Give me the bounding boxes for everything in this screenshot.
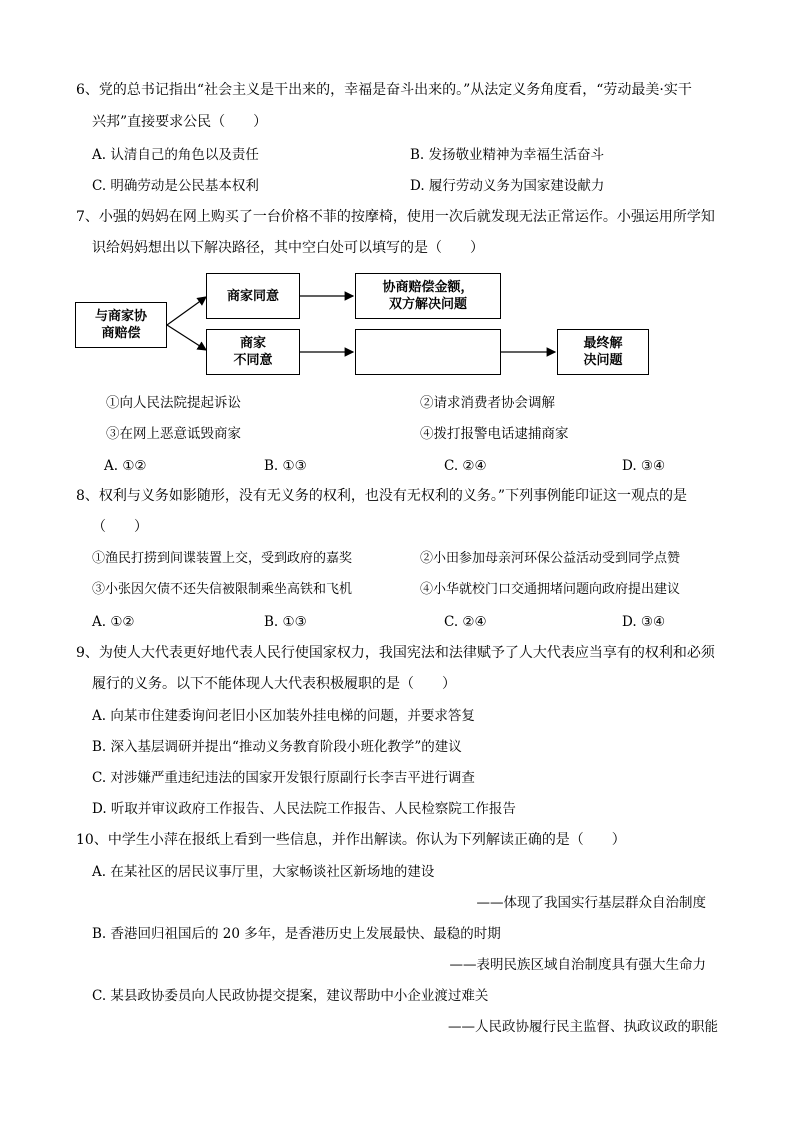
q7-option-b: B. ①③ — [264, 458, 307, 474]
q8-choice-1: ①渔民打捞到间谍装置上交，受到政府的嘉奖 — [92, 551, 353, 566]
flow-final-box: 最终解 决问题 — [557, 329, 649, 375]
q9-option-c: C. 对涉嫌严重违纪违法的国家开发银行原副行长李吉平进行调查 — [92, 770, 475, 786]
flow-disagree-box: 商家 不同意 — [206, 329, 300, 375]
q10-stem: 10、中学生小萍在报纸上看到一些信息，并作出解读。你认为下列解读正确的是（ ） — [76, 832, 626, 848]
q10-option-b: B. 香港回归祖国后的 20 多年，是香港历史上发展最快、最稳的时期 — [92, 926, 501, 942]
q8-option-a: A. ①② — [92, 614, 135, 630]
flow-blank-box — [355, 329, 501, 375]
q9-option-b: B. 深入基层调研并提出“推动义务教育阶段小班化教学”的建议 — [92, 739, 462, 755]
q8-choice-4: ④小华就校门口交通拥堵问题向政府提出建议 — [420, 582, 681, 597]
q8-choice-3: ③小张因欠债不还失信被限制乘坐高铁和飞机 — [92, 582, 353, 597]
q10-option-c-note: ——人民政协履行民主监督、执政议政的职能 — [448, 1019, 718, 1035]
q6-option-b: B. 发扬敬业精神为幸福生活奋斗 — [410, 147, 605, 163]
q7-option-c: C. ②④ — [444, 458, 487, 474]
q7-option-a: A. ①② — [104, 458, 147, 474]
q8-option-b: B. ①③ — [264, 614, 307, 630]
q7-choice-3: ③在网上恶意诋毁商家 — [106, 426, 241, 442]
q8-option-d: D. ③④ — [622, 614, 666, 630]
q10-option-b-note: ——表明民族区域自治制度具有强大生命力 — [449, 957, 706, 973]
arrow-to-disagree — [167, 325, 206, 350]
arrow-to-agree — [167, 297, 206, 325]
q7-choice-2: ②请求消费者协会调解 — [420, 395, 555, 411]
q9-stem-line1: 9、为使人大代表更好地代表人民行使国家权力，我国宪法和法律赋予了人大代表应当享有的权利和必须 — [76, 645, 715, 661]
q7-option-d: D. ③④ — [622, 458, 666, 474]
q6-option-a: A. 认清自己的角色以及责任 — [92, 147, 259, 163]
q10-option-a-note: ——体现了我国实行基层群众自治制度 — [476, 895, 706, 911]
q6-option-c: C. 明确劳动是公民基本权利 — [92, 178, 259, 194]
q6-option-d: D. 履行劳动义务为国家建设献力 — [410, 178, 605, 194]
q7-choice-4: ④拨打报警电话逮捕商家 — [420, 426, 569, 442]
q8-choice-2: ②小田参加母亲河环保公益活动受到同学点赞 — [420, 551, 681, 566]
flow-start-box: 与商家协 商赔偿 — [75, 302, 167, 348]
flow-agree-box: 商家同意 — [206, 273, 300, 319]
q7-choice-1: ①向人民法院提起诉讼 — [106, 395, 241, 411]
q8-stem-line1: 8、权利与义务如影随形，没有无义务的权利，也没有无权利的义务。”下列事例能印证这一观点的是 — [76, 488, 688, 504]
q7-stem-line1: 7、小强的妈妈在网上购买了一台价格不菲的按摩椅，使用一次后就发现无法正常运作。小强运用所学知 — [76, 209, 715, 225]
q10-option-c: C. 某县政协委员向人民政协提交提案，建议帮助中小企业渡过难关 — [92, 988, 489, 1004]
flow-agree-result-box: 协商赔偿金额， 双方解决问题 — [355, 273, 501, 319]
q6-stem-line2: 兴邦”直接要求公民（ ） — [92, 114, 268, 130]
q10-option-a: A. 在某社区的居民议事厅里，大家畅谈社区新场地的建设 — [92, 864, 435, 880]
q8-option-c: C. ②④ — [444, 614, 487, 630]
q9-option-a: A. 向某市住建委询问老旧小区加装外挂电梯的问题，并要求答复 — [92, 708, 475, 724]
q6-stem-line1: 6、党的总书记指出“社会主义是干出来的，幸福是奋斗出来的。”从法定义务角度看，“劳动最美·实干 — [76, 82, 692, 98]
q7-stem-line2: 识给妈妈想出以下解决路径，其中空白处可以填写的是（ ） — [92, 240, 484, 256]
q9-stem-line2: 履行的义务。以下不能体现人大代表积极履职的是（ ） — [92, 676, 456, 692]
q9-option-d: D. 听取并审议政府工作报告、人民法院工作报告、人民检察院工作报告 — [92, 801, 516, 817]
q8-stem-line2: （ ） — [92, 519, 148, 535]
